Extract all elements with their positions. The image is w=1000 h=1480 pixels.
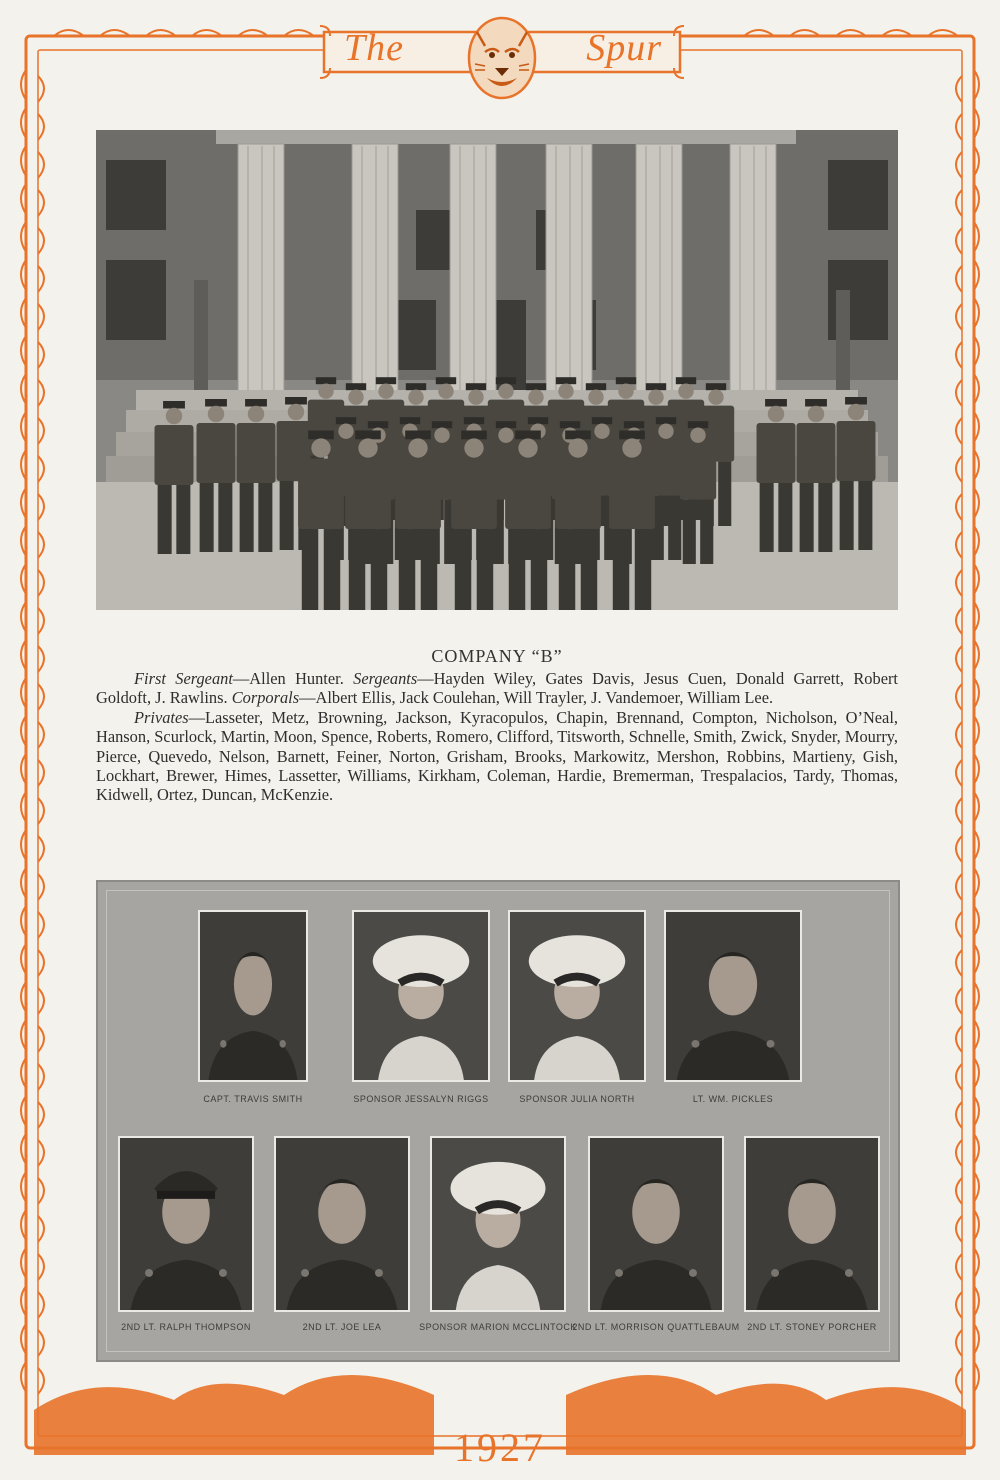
portrait-photo-image [276,1138,408,1310]
roster-names-corporals: —Albert Ellis, Jack Coulehan, Will Trayler, J. Vandemoer, William Lee. [299,688,774,708]
leaf-icon [956,798,962,824]
leaf-icon [38,1026,44,1052]
leaf-icon [38,798,44,824]
leaf-icon [956,1064,962,1090]
leaf-icon [38,912,44,938]
portrait-2nd-lt-joe-lea [274,1136,410,1312]
leaf-icon [38,570,44,596]
roster-officers-paragraph [96,669,898,708]
leaf-icon [956,76,962,102]
leaf-icon [956,1254,962,1280]
roster-label-first-sergeant: First Sergeant [134,669,233,688]
leaf-icon [38,532,44,558]
portrait-sponsor-julia-north [508,910,646,1082]
leaf-icon [38,266,44,292]
portrait-caption: SPONSOR MARION MCCLINTOCK [419,1322,577,1332]
leaf-icon [956,342,962,368]
leaf-icon [956,874,962,900]
masthead-title-left: The [344,27,404,69]
leaf-icon [956,532,962,558]
leaf-icon [956,190,962,216]
leaf-icon [956,608,962,634]
leaf-icon [38,988,44,1014]
leaf-icon [956,1368,962,1394]
roster-label-sergeants: Sergeants [353,669,418,688]
leaf-icon [956,494,962,520]
leaf-icon [956,1140,962,1166]
leaf-icon [38,1216,44,1242]
leaf-icon [38,1254,44,1280]
roster-names-privates: —Lasseter, Metz, Browning, Jackson, Kyracopulos, Chapin, Brennand, Compton, Nicholson, O’Neal, Hanson, Scurlock, Martin, Moon, Spence, Roberts, Romero, Clifford, Titsworth, Schnelle, Smith, Zwick, Snyder, Mourry, Pierce, Quevedo, Nelson, Barnett, Feiner, Norton, Grisham, Brooks, Markowitz, Mershon, Robbins, Martieny, Gish, Lockhart, Brewer, Himes, Lassetter, Williams, Kirkham, Coleman, Hardie, Bremerman, Trespalacios, Tardy, Thomas, Kidwell, Ortez, Duncan, McKenzie. [96,707,898,805]
portrait-photo-image [510,912,644,1080]
leaf-icon [38,76,44,102]
portrait-caption: 2ND LT. JOE LEA [302,1322,382,1332]
leaf-icon [38,152,44,178]
leaf-icon [956,418,962,444]
leaf-icon [38,1064,44,1090]
portrait-caption: SPONSOR JESSALYN RIGGS [353,1094,489,1104]
leaf-icon [38,684,44,710]
roster-names-first-sergeant: —Allen Hunter. [232,669,354,688]
leaf-icon [38,380,44,406]
leaf-icon [956,988,962,1014]
leaf-icon [38,646,44,672]
portrait-caption: CAPT. TRAVIS SMITH [203,1094,303,1104]
leaf-icon [956,1216,962,1242]
portrait-2nd-lt-stoney-porcher [744,1136,880,1312]
portrait-lt-wm-pickles [664,910,802,1082]
roster-label-privates: Privates [134,707,189,727]
leaf-icon [38,456,44,482]
roster-privates-paragraph [96,708,898,805]
leaf-icon [956,380,962,406]
leaf-icon [956,1292,962,1318]
officers-portrait-panel [96,880,900,1362]
leaf-icon [956,152,962,178]
leaf-icon [956,912,962,938]
leaf-icon [956,760,962,786]
leaf-icon [956,722,962,748]
portrait-caption: SPONSOR JULIA NORTH [519,1094,635,1104]
portrait-caption: 2ND LT. MORRISON QUATTLEBAUM [572,1322,740,1332]
leaf-icon [38,114,44,140]
leaf-icon [38,874,44,900]
leaf-icon [38,722,44,748]
portrait-photo-image [590,1138,722,1310]
tiger-head-icon [465,12,539,104]
portrait-photo-image [746,1138,878,1310]
leaf-icon [38,950,44,976]
leaf-icon [38,1140,44,1166]
portrait-sponsor-marion-mcclintock [430,1136,566,1312]
masthead [318,12,686,104]
portrait-photo-image [120,1138,252,1310]
leaf-icon [38,836,44,862]
leaf-icon [38,418,44,444]
leaf-icon [38,342,44,368]
leaf-icon [956,950,962,976]
company-photo-image [96,130,898,610]
portrait-photo-image [354,912,488,1080]
portrait-photo-image [666,912,800,1080]
leaf-icon [956,836,962,862]
yearbook-year: 1927 [454,1425,546,1470]
leaf-icon [956,570,962,596]
portrait-caption: LT. WM. PICKLES [692,1094,774,1104]
leaf-icon [956,1026,962,1052]
leaf-icon [38,1102,44,1128]
roster-names-sergeants: —Hayden Wiley, Gates Davis, Jesus Cuen, Donald Garrett, Robert Goldoft, J. Rawlins. [96,669,898,708]
leaf-icon [956,304,962,330]
leaf-icon [38,1368,44,1394]
leaf-icon [38,760,44,786]
masthead-title-right: Spur [586,27,662,69]
portrait-caption: 2ND LT. RALPH THOMPSON [121,1322,251,1332]
company-roster [96,669,898,805]
portrait-photo-image [432,1138,564,1310]
leaf-icon [38,1330,44,1356]
leaf-icon [38,1178,44,1204]
leaf-icon [956,1330,962,1356]
leaf-icon [956,684,962,710]
company-group-photo [96,130,898,610]
leaf-icon [38,228,44,254]
leaf-icon [956,456,962,482]
portrait-2nd-lt-ralph-thompson [118,1136,254,1312]
leaf-icon [38,304,44,330]
leaf-icon [38,494,44,520]
company-title: COMPANY “B” [431,646,563,666]
leaf-icon [38,608,44,634]
portrait-photo-image [200,912,306,1080]
portrait-capt-travis-smith [198,910,308,1082]
leaf-icon [956,114,962,140]
portrait-caption: 2ND LT. STONEY PORCHER [747,1322,877,1332]
leaf-icon [38,190,44,216]
leaf-icon [38,1292,44,1318]
portrait-sponsor-jessalyn-riggs [352,910,490,1082]
portrait-2nd-lt-morrison-quattlebaum [588,1136,724,1312]
leaf-icon [956,1178,962,1204]
leaf-icon [956,228,962,254]
leaf-icon [956,646,962,672]
roster-label-corporals: Corporals [231,688,300,708]
leaf-icon [956,1102,962,1128]
leaf-icon [956,266,962,292]
